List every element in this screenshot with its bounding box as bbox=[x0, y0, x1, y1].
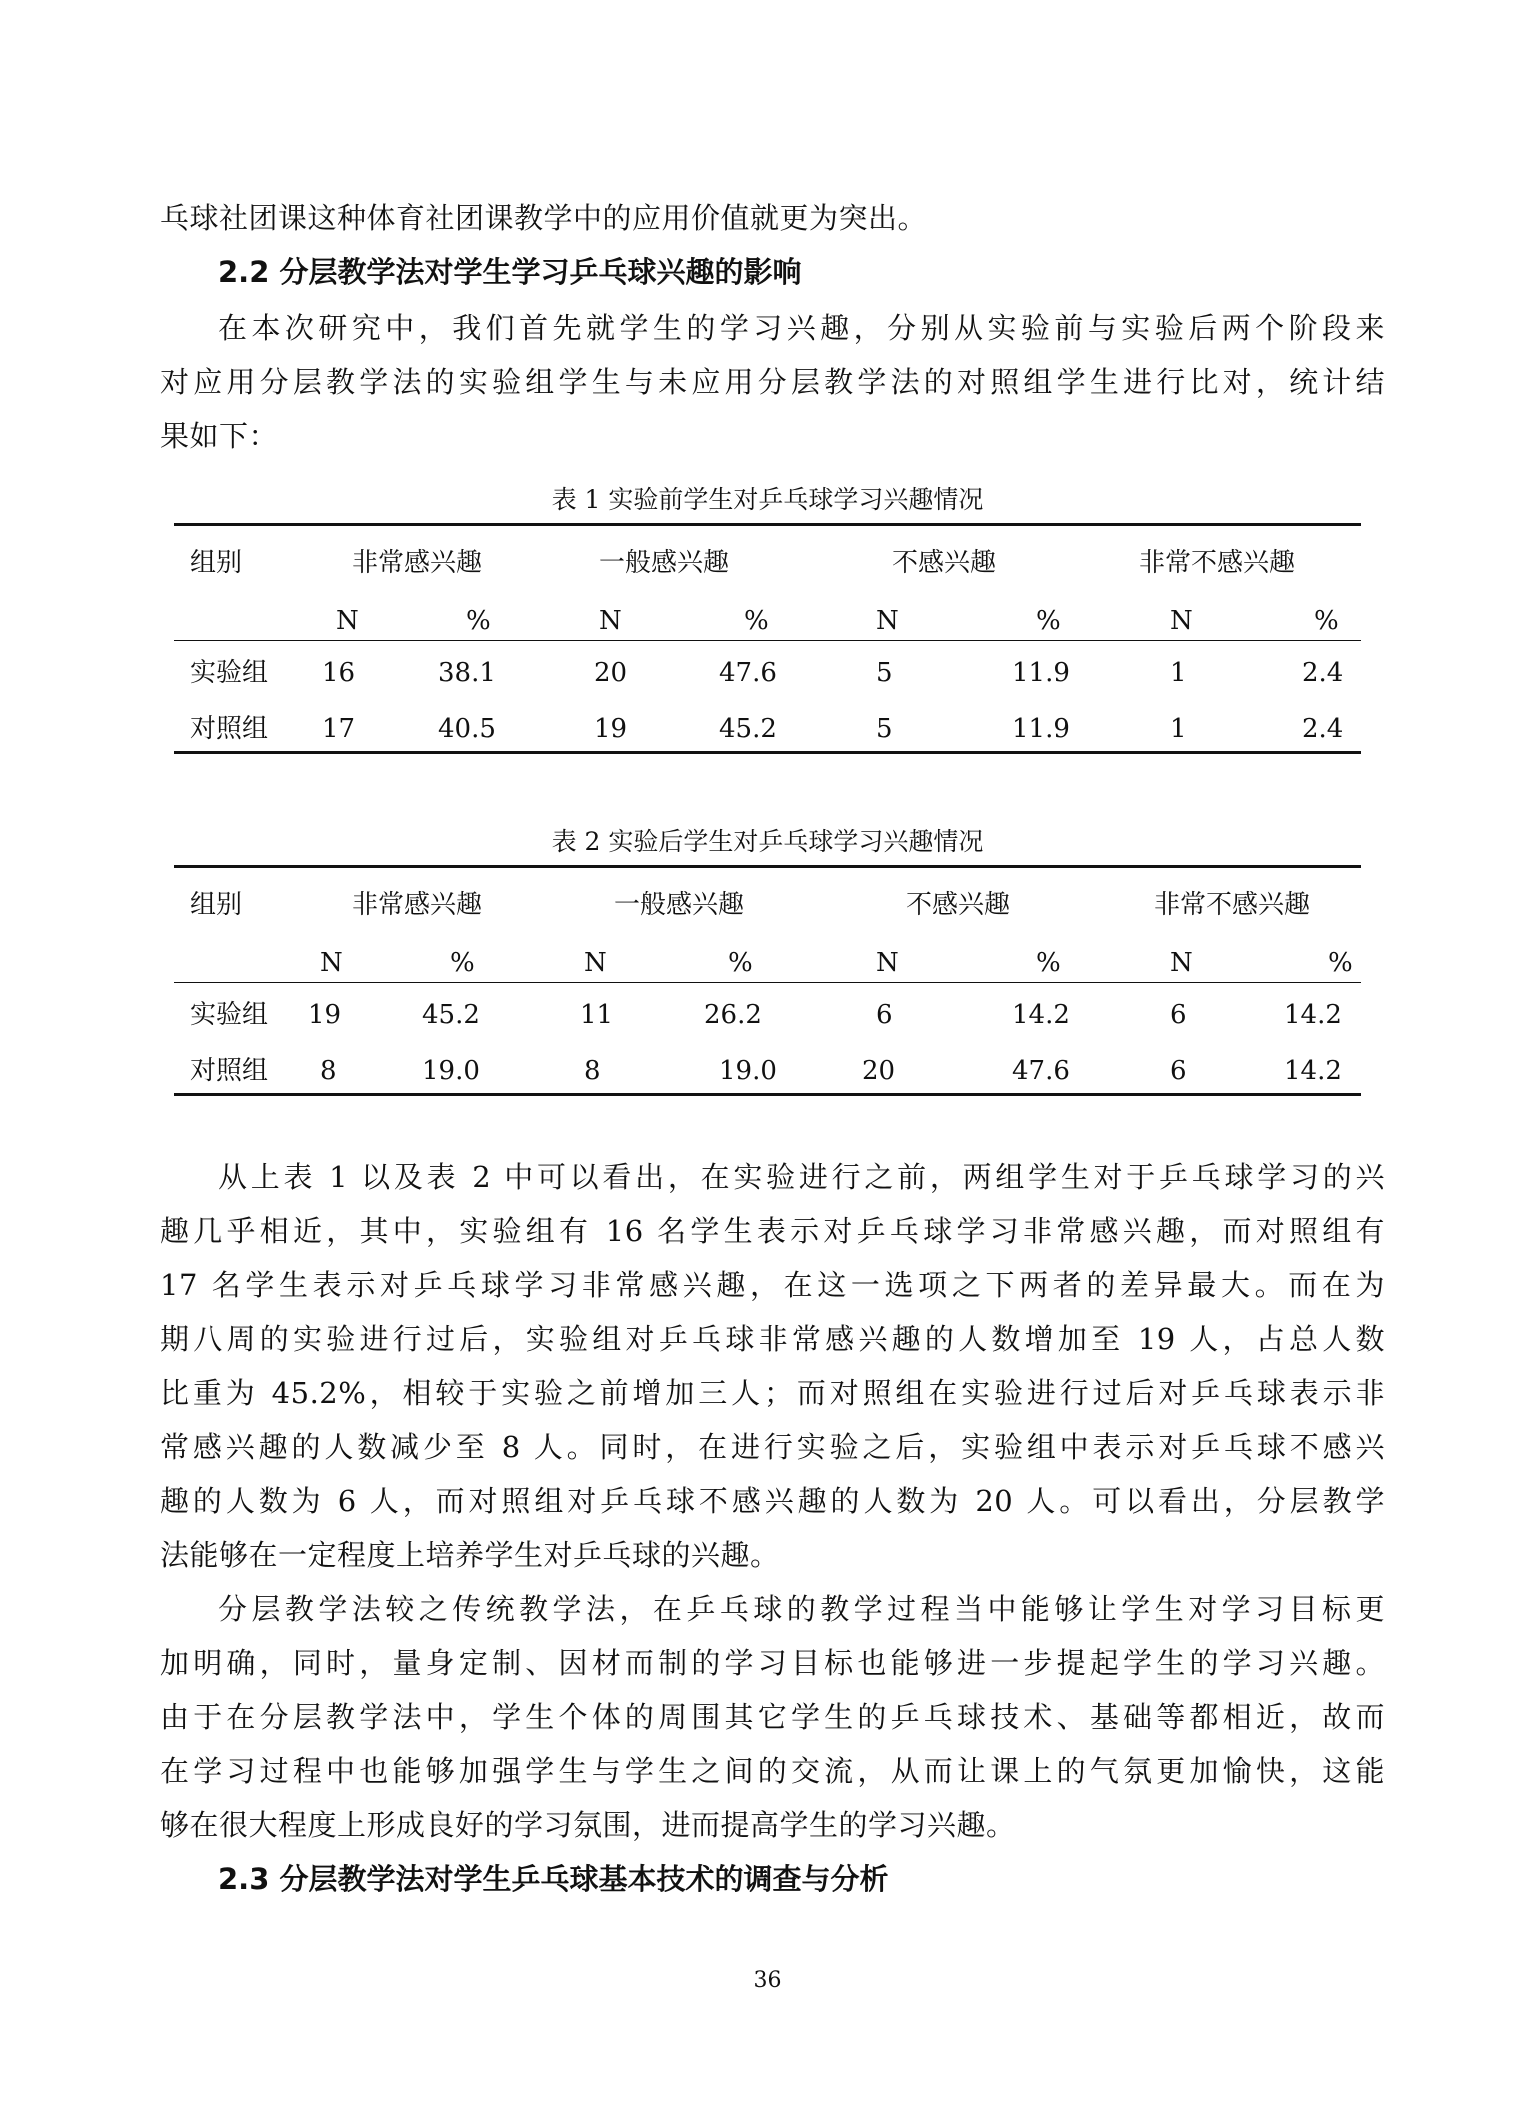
table-cell: 19 bbox=[308, 1000, 342, 1030]
table-subheader-cell: % bbox=[450, 948, 475, 978]
table-subheader-cell: % bbox=[1314, 606, 1339, 636]
table-cell: 14.2 bbox=[1284, 1056, 1342, 1086]
table-cell: 47.6 bbox=[1012, 1056, 1070, 1086]
table-row-label: 实验组 bbox=[190, 1000, 269, 1030]
paragraph-line: 趣几乎相近，其中，实验组有 16 名学生表示对乒乓球学习非常感兴趣，而对照组有 bbox=[160, 1214, 1385, 1248]
table-header-cell: 非常感兴趣 bbox=[352, 890, 483, 920]
table-cell: 26.2 bbox=[704, 1000, 762, 1030]
table-cell: 1 bbox=[1170, 658, 1187, 688]
table-subheader-cell: % bbox=[1328, 948, 1353, 978]
table-bottom-rule bbox=[174, 751, 1361, 754]
paragraph-line: 从上表 1 以及表 2 中可以看出，在实验进行之前，两组学生对于乒乓球学习的兴 bbox=[218, 1160, 1385, 1194]
table-subheader-cell: N bbox=[584, 948, 607, 978]
paragraph-line: 期八周的实验进行过后，实验组对乒乓球非常感兴趣的人数增加至 19 人，占总人数 bbox=[160, 1322, 1385, 1356]
table-row-label: 对照组 bbox=[190, 1056, 269, 1086]
table-cell: 14.2 bbox=[1284, 1000, 1342, 1030]
table-mid-rule bbox=[174, 640, 1361, 641]
paragraph-line: 在本次研究中，我们首先就学生的学习兴趣，分别从实验前与实验后两个阶段来 bbox=[218, 311, 1385, 345]
table-row-label: 实验组 bbox=[190, 658, 269, 688]
table-cell: 2.4 bbox=[1302, 714, 1344, 744]
table-cell: 5 bbox=[876, 658, 893, 688]
table-cell: 45.2 bbox=[719, 714, 777, 744]
table-top-rule bbox=[174, 523, 1361, 526]
table-subheader-cell: N bbox=[599, 606, 622, 636]
table-header-cell: 组别 bbox=[190, 890, 243, 920]
table-cell: 11.9 bbox=[1012, 714, 1070, 744]
table-cell: 47.6 bbox=[719, 658, 777, 688]
table-cell: 8 bbox=[320, 1056, 337, 1086]
table-subheader-cell: N bbox=[876, 948, 899, 978]
table-cell: 11.9 bbox=[1012, 658, 1070, 688]
table-cell: 17 bbox=[322, 714, 356, 744]
table-cell: 19.0 bbox=[719, 1056, 777, 1086]
table-subheader-cell: % bbox=[466, 606, 491, 636]
table-subheader-cell: N bbox=[876, 606, 899, 636]
table-subheader-cell: % bbox=[728, 948, 753, 978]
table-subheader-cell: N bbox=[1170, 948, 1193, 978]
table-row-label: 对照组 bbox=[190, 714, 269, 744]
table-cell: 2.4 bbox=[1302, 658, 1344, 688]
table-subheader-cell: % bbox=[744, 606, 769, 636]
table-header-cell: 非常感兴趣 bbox=[352, 548, 483, 578]
table-subheader-cell: N bbox=[320, 948, 343, 978]
table-header-cell: 不感兴趣 bbox=[906, 890, 1011, 920]
table-cell: 19.0 bbox=[422, 1056, 480, 1086]
paragraph-line: 趣的人数为 6 人，而对照组对乒乓球不感兴趣的人数为 20 人。可以看出，分层教学 bbox=[160, 1484, 1385, 1518]
paragraph-line: 常感兴趣的人数减少至 8 人。同时，在进行实验之后，实验组中表示对乒乓球不感兴 bbox=[160, 1430, 1385, 1464]
table-cell: 14.2 bbox=[1012, 1000, 1070, 1030]
paragraph-line: 加明确，同时，量身定制、因材而制的学习目标也能够进一步提起学生的学习兴趣。 bbox=[160, 1646, 1385, 1680]
table-cell: 5 bbox=[876, 714, 893, 744]
table-cell: 6 bbox=[1170, 1056, 1187, 1086]
table-cell: 45.2 bbox=[422, 1000, 480, 1030]
paragraph-line: 对应用分层教学法的实验组学生与未应用分层教学法的对照组学生进行比对，统计结 bbox=[160, 365, 1385, 399]
table-header-cell: 非常不感兴趣 bbox=[1154, 890, 1311, 920]
paragraph-line: 由于在分层教学法中，学生个体的周围其它学生的乒乓球技术、基础等都相近，故而 bbox=[160, 1700, 1385, 1734]
table-header-cell: 组别 bbox=[190, 548, 243, 578]
table-cell: 6 bbox=[876, 1000, 893, 1030]
table1 bbox=[174, 523, 1361, 755]
table-bottom-rule bbox=[174, 1093, 1361, 1096]
table-cell: 40.5 bbox=[438, 714, 496, 744]
paragraph-line: 乓球社团课这种体育社团课教学中的应用价值就更为突出。 bbox=[160, 201, 928, 235]
table-header-cell: 一般感兴趣 bbox=[599, 548, 730, 578]
paragraph-line: 在学习过程中也能够加强学生与学生之间的交流，从而让课上的气氛更加愉快，这能 bbox=[160, 1754, 1385, 1788]
paragraph-line: 比重为 45.2%，相较于实验之前增加三人；而对照组在实验进行过后对乒乓球表示非 bbox=[160, 1376, 1385, 1410]
table-cell: 8 bbox=[584, 1056, 601, 1086]
table-cell: 19 bbox=[594, 714, 628, 744]
section-heading-2-3: 2.3 分层教学法对学生乒乓球基本技术的调查与分析 bbox=[218, 1862, 889, 1896]
table-cell: 38.1 bbox=[438, 658, 496, 688]
section-heading-2-2: 2.2 分层教学法对学生学习乒乓球兴趣的影响 bbox=[218, 255, 802, 289]
paragraph-line: 17 名学生表示对乒乓球学习非常感兴趣，在这一选项之下两者的差异最大。而在为 bbox=[160, 1268, 1385, 1302]
page-number: 36 bbox=[753, 1968, 782, 1993]
table-subheader-cell: N bbox=[336, 606, 359, 636]
table1-caption: 表 1 实验前学生对乒乓球学习兴趣情况 bbox=[551, 485, 984, 514]
table-header-cell: 非常不感兴趣 bbox=[1139, 548, 1296, 578]
table-subheader-cell: N bbox=[1170, 606, 1193, 636]
table-cell: 20 bbox=[862, 1056, 896, 1086]
table2 bbox=[174, 865, 1361, 1097]
table-subheader-cell: % bbox=[1036, 948, 1061, 978]
table-subheader-cell: % bbox=[1036, 606, 1061, 636]
table-top-rule bbox=[174, 865, 1361, 868]
paragraph-line: 分层教学法较之传统教学法，在乒乓球的教学过程当中能够让学生对学习目标更 bbox=[218, 1592, 1385, 1626]
table-cell: 1 bbox=[1170, 714, 1187, 744]
table-header-cell: 不感兴趣 bbox=[892, 548, 997, 578]
paragraph-line: 法能够在一定程度上培养学生对乒乓球的兴趣。 bbox=[160, 1538, 780, 1572]
table-mid-rule bbox=[174, 982, 1361, 983]
table-header-cell: 一般感兴趣 bbox=[614, 890, 745, 920]
paragraph-line: 果如下： bbox=[160, 419, 279, 453]
table2-caption: 表 2 实验后学生对乒乓球学习兴趣情况 bbox=[551, 827, 984, 856]
table-cell: 20 bbox=[594, 658, 628, 688]
table-cell: 11 bbox=[580, 1000, 614, 1030]
paragraph-line: 够在很大程度上形成良好的学习氛围，进而提高学生的学习兴趣。 bbox=[160, 1808, 1016, 1842]
table-cell: 6 bbox=[1170, 1000, 1187, 1030]
table-cell: 16 bbox=[322, 658, 356, 688]
